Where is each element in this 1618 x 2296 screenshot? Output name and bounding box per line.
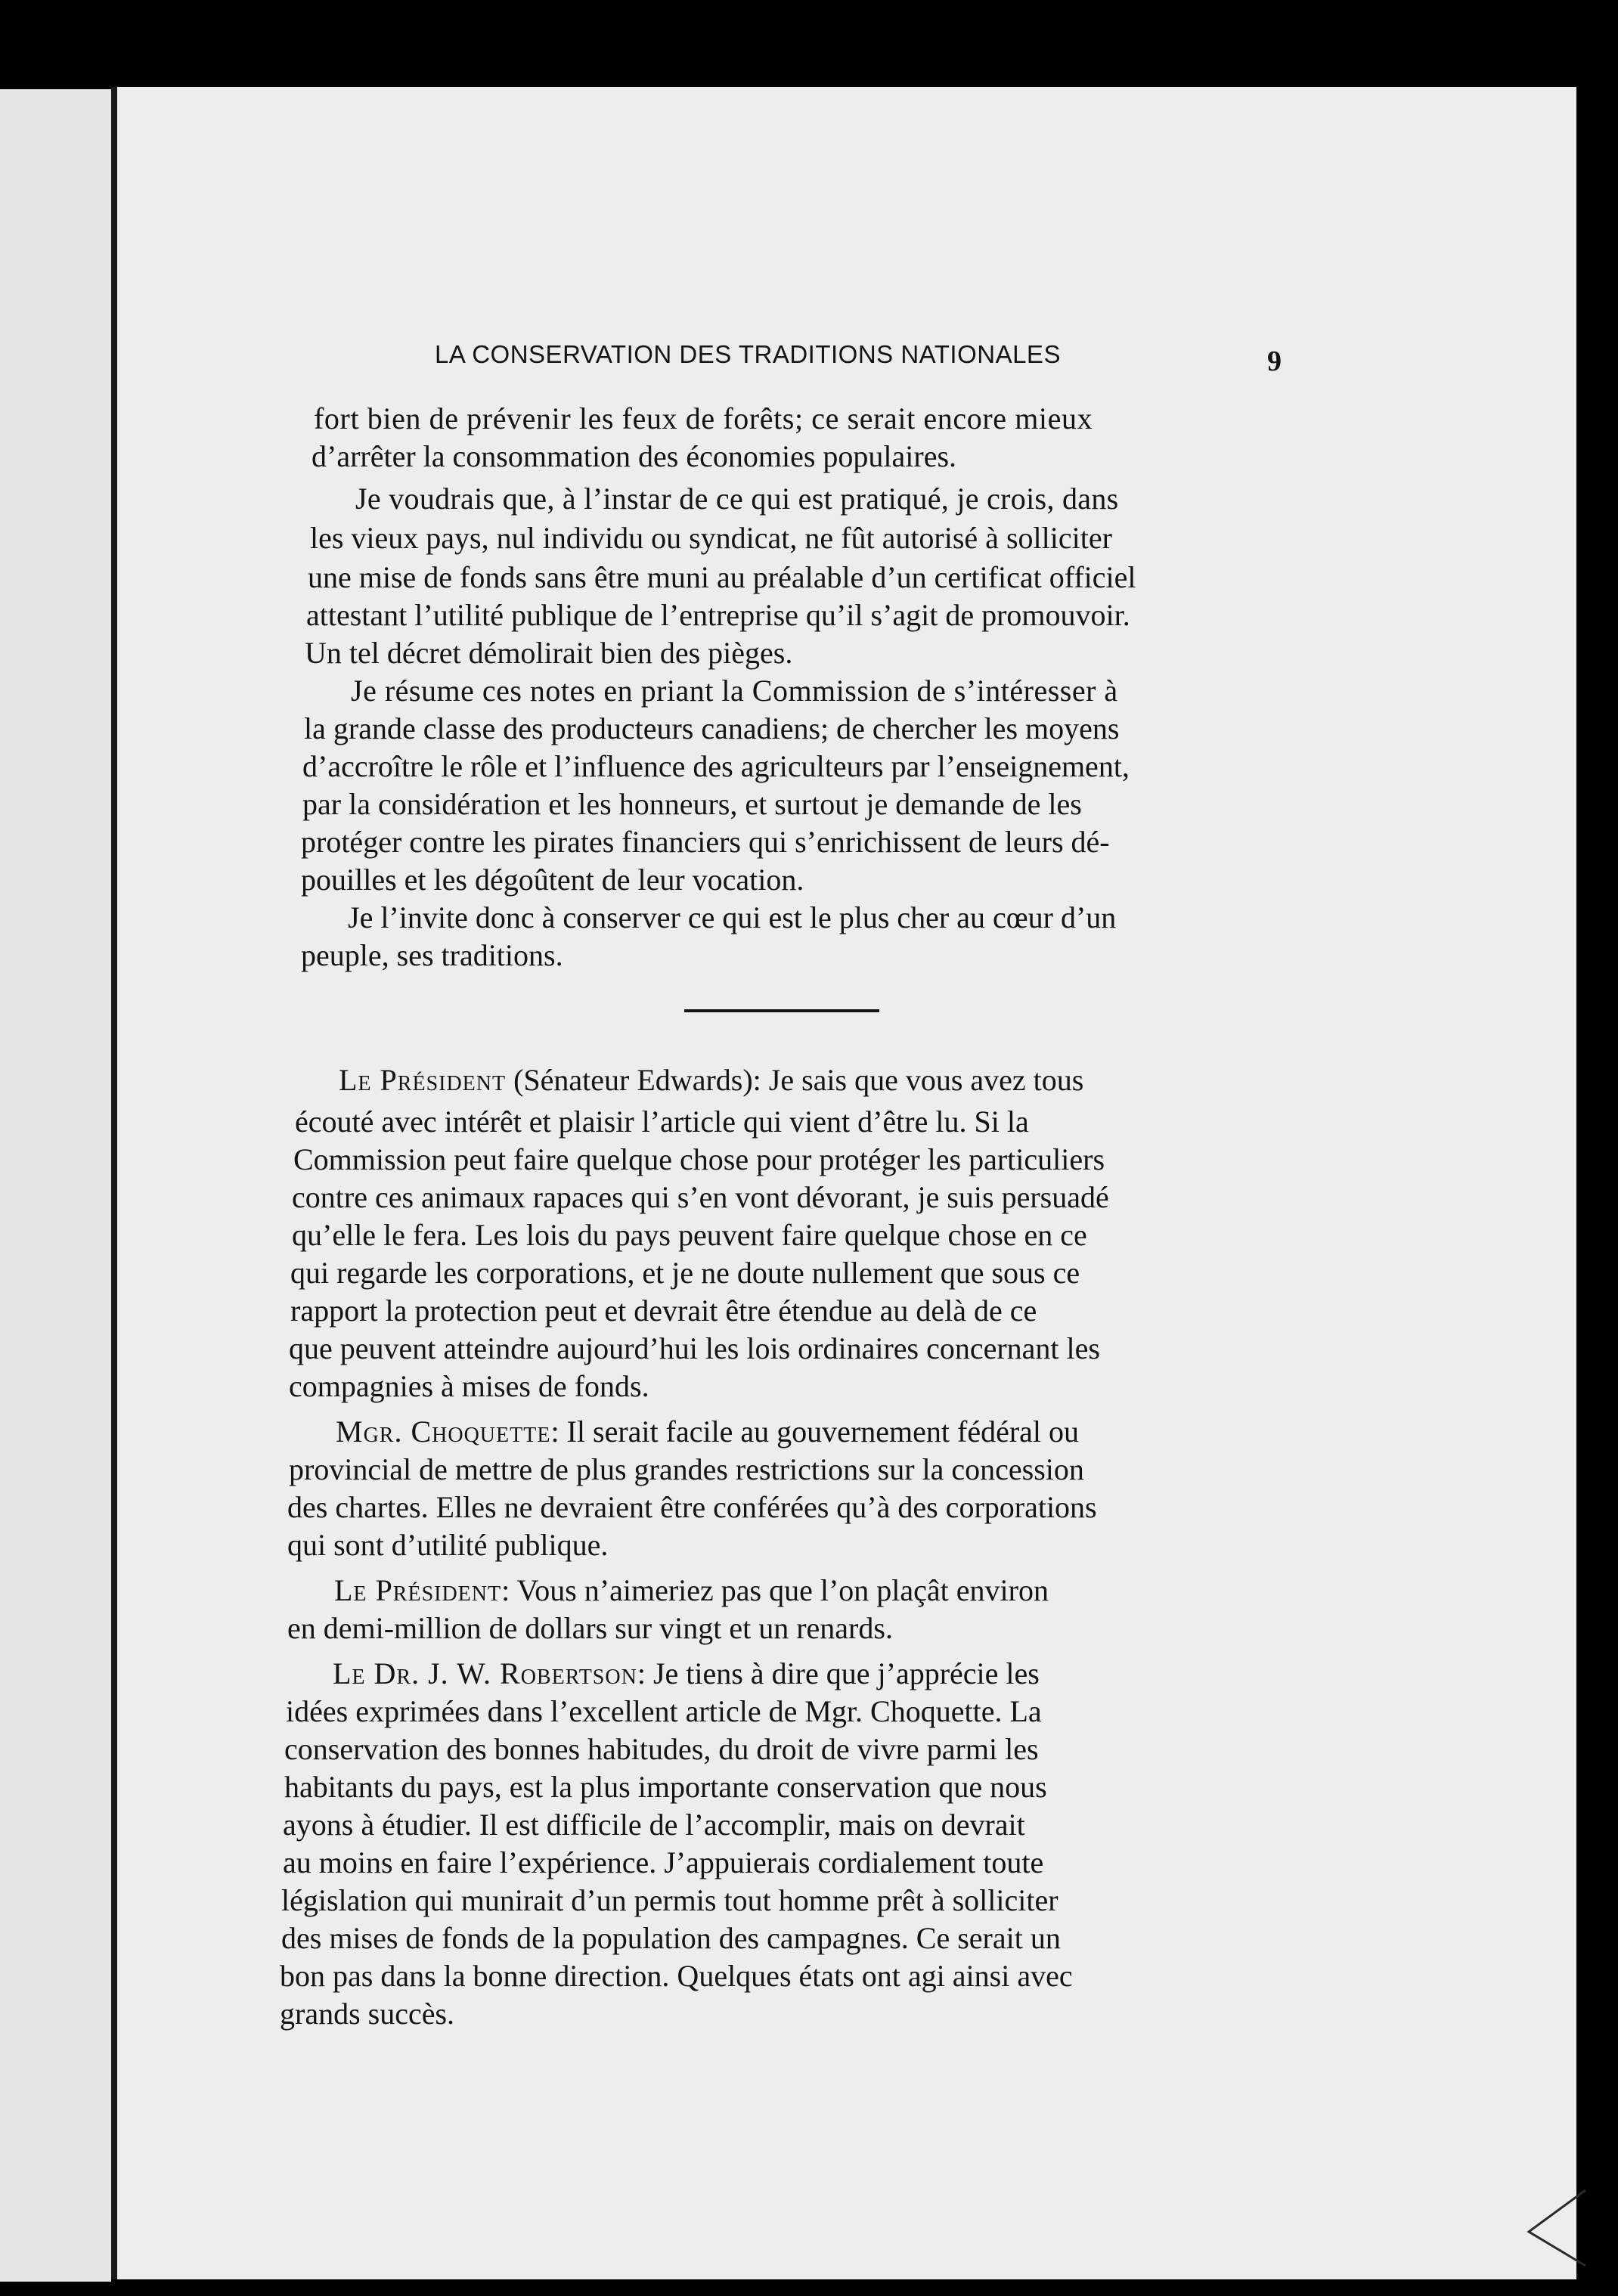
page-number: 9	[1267, 345, 1282, 377]
speech-line: Le Président (Sénateur Edwards): Je sais que vous avez tous	[339, 1063, 1084, 1097]
text-line: peuple, ses traditions.	[301, 938, 563, 972]
text-line: ayons à étudier. Il est difficile de l’accomplir, mais on devrait	[283, 1808, 1025, 1842]
text-line: Je voudrais que, à l’instar de ce qui est pratiqué, je crois, dans	[355, 482, 1119, 516]
text-line: Je résume ces notes en priant la Commission de s’intéresser à	[351, 674, 1118, 708]
text-line: contre ces animaux rapaces qui s’en vont dévorant, je suis persuadé	[292, 1180, 1109, 1214]
text-line: des chartes. Elles ne devraient être conférées qu’à des corporations	[287, 1490, 1097, 1524]
text-line: par la considération et les honneurs, et surtout je demande de les	[302, 787, 1082, 821]
text-line: au moins en faire l’expérience. J’appuierais cordialement toute	[283, 1845, 1044, 1879]
text-line: attestant l’utilité publique de l’entreprise qu’il s’agit de promouvoir.	[306, 598, 1130, 632]
speaker-name: Mgr. Choquette	[336, 1414, 551, 1449]
speaker-name: Le Président	[339, 1063, 507, 1097]
running-title: LA CONSERVATION DES TRADITIONS NATIONALES	[435, 340, 1061, 368]
text-line: idées exprimées dans l’excellent article de Mgr. Choquette. La	[286, 1694, 1042, 1728]
text-line: qu’elle le fera. Les lois du pays peuvent faire quelque chose en ce	[292, 1218, 1087, 1252]
text-line: que peuvent atteindre aujourd’hui les lois ordinaires concernant les	[289, 1331, 1100, 1365]
text-line: compagnies à mises de fonds.	[289, 1369, 649, 1403]
speaker-name: Le Dr. J. W. Robertson	[333, 1656, 637, 1690]
text-line: provincial de mettre de plus grandes restrictions sur la concession	[289, 1452, 1084, 1486]
text-line: Un tel décret démolirait bien des pièges.	[305, 636, 793, 670]
text-line: bon pas dans la bonne direction. Quelques états ont agi ainsi avec	[280, 1959, 1073, 1993]
text-line: grands succès.	[280, 1997, 455, 2031]
speech-line: Mgr. Choquette: Il serait facile au gouvernement fédéral ou	[336, 1414, 1080, 1449]
text-line: qui sont d’utilité publique.	[287, 1528, 609, 1562]
facing-page-edge	[0, 89, 111, 2282]
text-line: fort bien de prévenir les feux de forêts; ce serait encore mieux	[314, 401, 1093, 435]
text-line: en demi-million de dollars sur vingt et un renards.	[287, 1611, 893, 1645]
page-gutter	[111, 87, 117, 2279]
speech-line: Le Dr. J. W. Robertson: Je tiens à dire que j’apprécie les	[333, 1656, 1040, 1690]
text-line: d’accroître le rôle et l’influence des agriculteurs par l’enseignement,	[302, 749, 1130, 783]
text-line: habitants du pays, est la plus importante conservation que nous	[284, 1770, 1047, 1804]
speech-line: Le Président: Vous n’aimeriez pas que l’on plaçât environ	[334, 1573, 1049, 1607]
speaker-name: Le Président	[334, 1573, 502, 1607]
text-line: la grande classe des producteurs canadiens; de chercher les moyens	[304, 711, 1120, 745]
text-line: rapport la protection peut et devrait être étendue au delà de ce	[290, 1294, 1037, 1328]
text-line: protéger contre les pirates financiers qui s’enrichissent de leurs dé-	[301, 825, 1110, 859]
text-line: conservation des bonnes habitudes, du droit de vivre parmi les	[284, 1732, 1039, 1766]
text-line: d’arrêter la consommation des économies populaires.	[312, 439, 957, 473]
page-corner-fold	[1521, 2186, 1589, 2270]
text-line: les vieux pays, nul individu ou syndicat, ne fût autorisé à solliciter	[310, 521, 1112, 555]
text-line: pouilles et les dégoûtent de leur vocation.	[301, 863, 804, 897]
text-line: législation qui munirait d’un permis tout homme prêt à solliciter	[281, 1883, 1059, 1917]
section-divider	[684, 1009, 879, 1012]
text-line: qui regarde les corporations, et je ne doute nullement que sous ce	[290, 1256, 1080, 1290]
text-line: Commission peut faire quelque chose pour protéger les particuliers	[293, 1142, 1105, 1176]
text-line: écouté avec intérêt et plaisir l’article qui vient d’être lu. Si la	[295, 1105, 1029, 1139]
text-line: des mises de fonds de la population des campagnes. Ce serait un	[281, 1921, 1061, 1955]
text-line: une mise de fonds sans être muni au préalable d’un certificat officiel	[308, 560, 1136, 594]
text-line: Je l’invite donc à conserver ce qui est le plus cher au cœur d’un	[348, 900, 1117, 934]
